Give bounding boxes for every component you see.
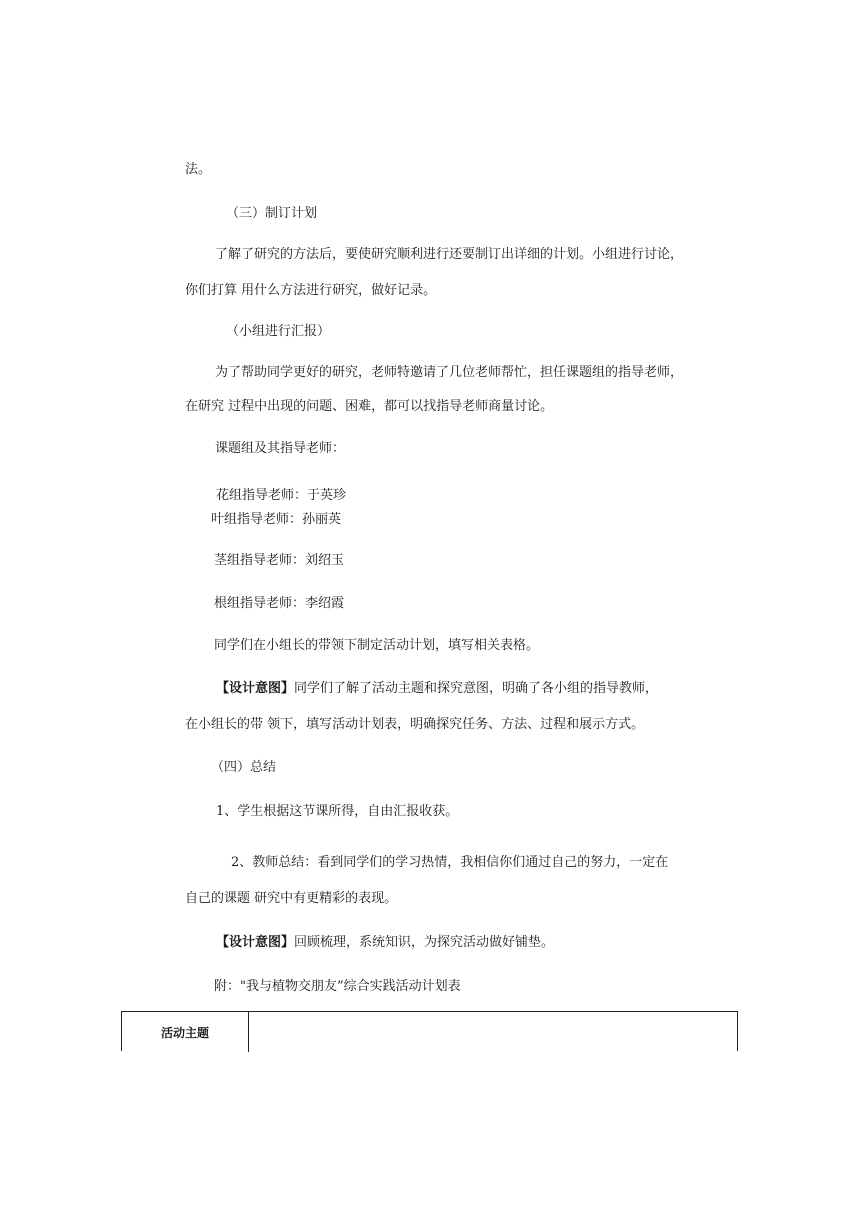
summary-item-2: 2、教师总结：看到同学们的学习热情，我相信你们通过自己的努力，一定在: [231, 855, 669, 870]
activity-plan-table: [121, 1011, 738, 1051]
design-intent-text: 同学们了解了活动主题和探究意图，明确了各小组的指导教师，: [294, 681, 659, 696]
section-heading-3: （三）制订计划: [226, 206, 318, 221]
summary-item-1: 1、学生根据这节课所得，自由汇报收获。: [216, 804, 459, 819]
advisor-leaf: 叶组指导老师：孙丽英: [211, 512, 342, 527]
advisor-stem: 茎组指导老师：刘绍玉: [214, 553, 345, 568]
design-intent-label: 【设计意图】: [216, 681, 295, 696]
advisor-root: 根组指导老师：李绍霞: [214, 596, 345, 611]
paragraph-line: 为了帮助同学更好的研究，老师特邀请了几位老师帮忙，担任课题组的指导老师，: [215, 365, 684, 380]
paragraph-line: 你们打算 用什么方法进行研究，做好记录。: [185, 283, 437, 298]
design-intent-line: [216, 681, 658, 697]
table-cell-activity-theme-label: 活动主题: [160, 1026, 209, 1040]
design-intent-line: [216, 935, 554, 951]
advisor-flower: 花组指导老师：于英珍: [216, 488, 347, 503]
section-heading-4: （四）总结: [211, 760, 277, 775]
design-intent-text: 回顾梳理，系统知识，为探究活动做好铺垫。: [294, 935, 555, 950]
paragraph-line: 在小组长的带 领下，填写活动计划表，明确探究任务、方法、过程和展示方式。: [185, 717, 645, 732]
appendix-title: 附："我与植物交朋友”综合实践活动计划表: [214, 979, 461, 994]
paragraph-line: 自己的课题 研究中有更精彩的表现。: [185, 891, 398, 906]
paragraph-line: 在研究 过程中出现的问题、困难，都可以找指导老师商量讨论。: [185, 399, 554, 414]
paragraph-line: 同学们在小组长的带领下制定活动计划，填写相关表格。: [214, 638, 540, 653]
paragraph-line: 了解了研究的方法后，要使研究顺利进行还要制订出详细的计划。小组进行讨论，: [215, 247, 684, 262]
design-intent-label: 【设计意图】: [216, 935, 295, 950]
paragraph-continuation: 法。: [185, 162, 212, 177]
table-cell-activity-theme-value: [249, 1025, 737, 1041]
advisors-heading: 课题组及其指导老师：: [215, 441, 346, 456]
group-report-note: （小组进行汇报）: [226, 324, 331, 339]
